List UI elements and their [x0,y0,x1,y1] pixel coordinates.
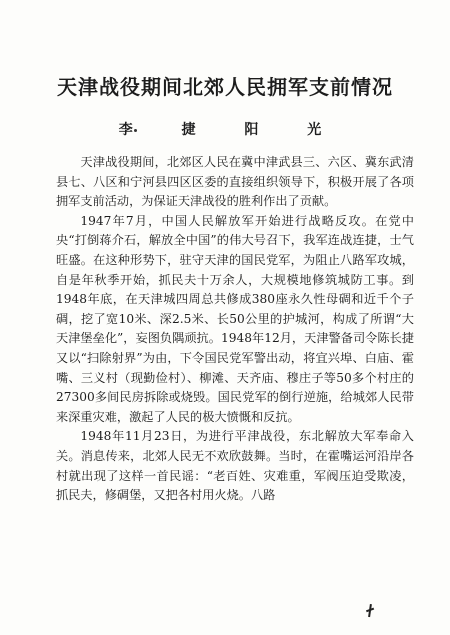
article-title: 天津战役期间北郊人民拥军支前情况 [57,75,393,99]
paragraph-1: 天津战役期间，北郊区人民在冀中津武县三、六区、冀东武清县七、八区和宁河县四区区委的直接组织领导下，积极开展了各项拥军支前活动，为保证天津战役的胜利作出了贡献。 [56,155,414,209]
paragraph-2: 1947年7月，中国人民解放军开始进行战略反攻。在党中央“打倒蒋介石，解放全中国”的伟大号召下，我军连战连捷，士气旺盛。在这种形势下，驻守天津的国民党军，为阻止八路军攻城，自是年秋季开始，抓民夫十万余人，大规模地修筑城防工事。到1948年底，在天津城四周总共修成380座永久性母碉和近千个子碉，挖了宽10米、深2.5米、长50公里的护城河，构成了所谓“大天津堡垒化”，妄图负隅顽抗。1948年12月，天津警备司令陈长捷又以“扫除射界”为由，下令国民党军警出动，将宜兴埠、白庙、霍嘴、三义村（现勤俭村）、柳滩、天齐庙、穆庄子等50多个村庄的27300多间民房拆除或烧毁。国民党军的倒行逆施，给城郊人民带来深重灾难，激起了人民的极大愤慨和反抗。 [56,213,414,424]
author-byline: 李 捷 阳 光 [118,122,332,138]
handwritten-page-mark [366,604,378,618]
article-body [56,153,414,506]
paragraph-3: 1948年11月23日，为进行平津战役，东北解放大军奉命入关。消息传来，北郊人民无不欢欣鼓舞。当时，在霍嘴运河沿岸各村就出现了这样一首民谣：“老百姓、灾难重，军阀压迫受欺凌，抓民夫，修碉堡，又把各村用火烧。八路 [56,429,414,503]
